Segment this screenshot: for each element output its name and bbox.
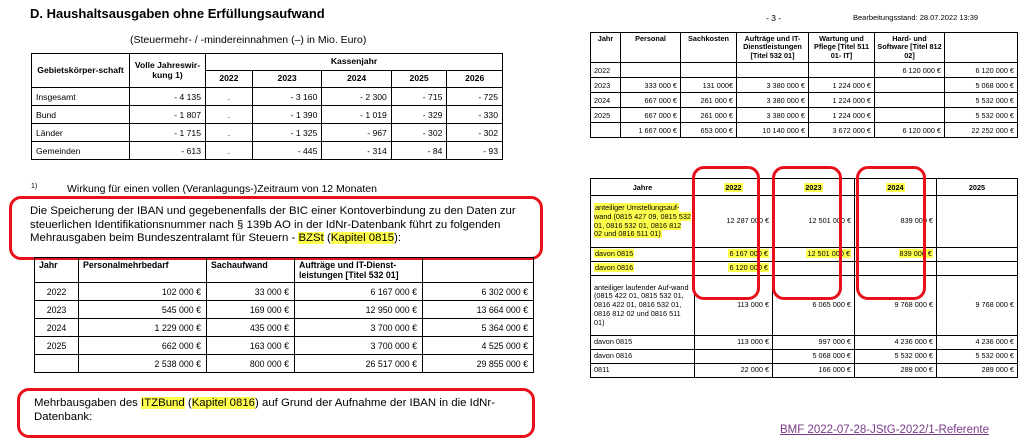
- col-auftraege: Aufträge und IT-Dienstleistungen [Titel 532 01]: [737, 33, 809, 63]
- cell: 435 000 €: [207, 319, 295, 337]
- cell: 10 140 000 €: [737, 123, 809, 138]
- cell: 289 000 €: [937, 364, 1018, 378]
- tax-revenue-table: [31, 53, 503, 160]
- bzst-highlight: BZSt: [298, 232, 324, 245]
- kapitel-0815-highlight: Kapitel 0815: [330, 232, 395, 245]
- cell: - 302: [447, 124, 503, 142]
- col-personal: Personal: [621, 33, 681, 63]
- col-personal: Personalmehrbedarf: [79, 258, 207, 283]
- cell: 2022: [591, 63, 621, 78]
- year-header: 2026: [447, 71, 503, 88]
- row-label: Insgesamt: [32, 88, 130, 106]
- row-label: Länder: [32, 124, 130, 142]
- table-row: [591, 93, 1018, 108]
- cell: 2024: [591, 93, 621, 108]
- col-wartung: Wartung und Pflege [Titel 511 01- IT]: [809, 33, 875, 63]
- cell-text: 12 501 000 €: [807, 249, 850, 259]
- cell: 1 224 000 €: [809, 108, 875, 123]
- annotation-box-2023: [772, 166, 842, 300]
- cell: 6 120 000 €: [875, 123, 945, 138]
- cell: 6 120 000 €: [875, 63, 945, 78]
- cell: [591, 123, 621, 138]
- table-row: [591, 63, 1018, 78]
- cell: 5 532 000 €: [945, 93, 1018, 108]
- cell: 113 000 €: [695, 276, 773, 336]
- year-header: 2024: [322, 71, 391, 88]
- table-row: [35, 319, 534, 337]
- cell: - 1 390: [252, 106, 321, 124]
- col-jahr: Jahr: [35, 258, 79, 283]
- cell-text: 6 120 000 €: [729, 263, 768, 273]
- paragraph-open: (: [323, 232, 331, 245]
- cell: - 4 135: [130, 88, 206, 106]
- cell: 653 000 €: [681, 123, 737, 138]
- cell: 33 000 €: [207, 283, 295, 301]
- cell: 29 855 000 €: [423, 355, 534, 373]
- cell: 3 380 000 €: [737, 93, 809, 108]
- cell: [681, 63, 737, 78]
- row-label-text: davon 0816: [595, 263, 634, 273]
- table-row: [35, 355, 534, 373]
- year-header: 2023: [252, 71, 321, 88]
- col-summe: [423, 258, 534, 283]
- cell: - 715: [391, 88, 447, 106]
- cell: 261 000 €: [681, 108, 737, 123]
- paragraph-close: ):: [394, 232, 402, 245]
- cell: [695, 350, 773, 364]
- cell: [875, 78, 945, 93]
- cell: 22 000 €: [695, 364, 773, 378]
- col-auftraege: Aufträge und IT-Dienst-leistungen [Titel 532 01]: [295, 258, 423, 283]
- table-row: [591, 123, 1018, 138]
- table-row: [591, 350, 1018, 364]
- cell: 667 000 €: [621, 93, 681, 108]
- cell: 2025: [591, 108, 621, 123]
- col-summe: [945, 33, 1018, 63]
- cell: [937, 262, 1018, 276]
- table-row: [35, 283, 534, 301]
- cell: 2024: [35, 319, 79, 337]
- edit-status: Bearbeitungsstand: 28.07.2022 13:39: [853, 13, 979, 22]
- cell: 997 000 €: [773, 336, 855, 350]
- row-label: [591, 248, 695, 262]
- col-volle: Volle Jahreswir-kung 1): [130, 54, 206, 88]
- cell: .: [206, 88, 253, 106]
- annotation-box-2024: [856, 166, 926, 300]
- year-header: 2025: [937, 179, 1018, 196]
- cell: 4 525 000 €: [423, 337, 534, 355]
- row-label: anteiliger laufender Auf-wand (0815 422 01, 0815 532 01, 0816 422 01, 0816 532 01, 0816 812 02 und 0816 511 01): [591, 276, 695, 336]
- cell: - 84: [391, 142, 447, 160]
- col-sachaufwand: Sachaufwand: [207, 258, 295, 283]
- cell: 2022: [35, 283, 79, 301]
- year-2023-highlight: 2023: [805, 182, 822, 192]
- table-row: [35, 337, 534, 355]
- table-row: [35, 301, 534, 319]
- cell: 839 000 €: [855, 196, 937, 248]
- itzbund-costs-table: [590, 32, 1018, 138]
- cell: 2 538 000 €: [79, 355, 207, 373]
- cell: - 1 019: [322, 106, 391, 124]
- cell: - 2 300: [322, 88, 391, 106]
- cell: [809, 63, 875, 78]
- cell: - 93: [447, 142, 503, 160]
- row-label-text: davon 0815: [595, 249, 634, 259]
- cell: 5 068 000 €: [945, 78, 1018, 93]
- cell: 26 517 000 €: [295, 355, 423, 373]
- cell: 5 068 000 €: [773, 350, 855, 364]
- cell: 12 287 000 €: [695, 196, 773, 248]
- cell: 5 532 000 €: [945, 108, 1018, 123]
- cell: .: [206, 142, 253, 160]
- cell: 3 380 000 €: [737, 78, 809, 93]
- table-row: [32, 124, 503, 142]
- cell: 6 065 000 €: [773, 276, 855, 336]
- cell: 169 000 €: [207, 301, 295, 319]
- col-gebiet: Gebietskörper-schaft: [32, 54, 130, 88]
- cell: 545 000 €: [79, 301, 207, 319]
- table-row: [32, 106, 503, 124]
- cell: 2023: [35, 301, 79, 319]
- cell: .: [206, 124, 253, 142]
- cell: 3 700 000 €: [295, 337, 423, 355]
- cell: 4 236 000 €: [937, 336, 1018, 350]
- cell: 166 000 €: [773, 364, 855, 378]
- footer-link[interactable]: BMF 2022-07-28-JStG-2022/1-Referente: [780, 424, 990, 436]
- cell: - 725: [447, 88, 503, 106]
- cell: 163 000 €: [207, 337, 295, 355]
- cell: 1 667 000 €: [621, 123, 681, 138]
- row-label: davon 0815: [591, 336, 695, 350]
- table-row: [32, 88, 503, 106]
- col-hardsoftware: Hard- und Software [Titel 812 02]: [875, 33, 945, 63]
- cell: - 1 807: [130, 106, 206, 124]
- paragraph-bzst: [30, 205, 522, 246]
- cell: 9 768 000 €: [855, 276, 937, 336]
- cell: [875, 93, 945, 108]
- row-label-text: anteiliger Umstellungsauf-wand (0815 427 09, 0815 532 01, 0816 532 01, 0816 812 02 und 0816 511 01): [594, 203, 691, 239]
- year-2022-highlight: 2022: [725, 182, 742, 192]
- cell: .: [206, 106, 253, 124]
- table-row: [32, 142, 503, 160]
- cell: - 445: [252, 142, 321, 160]
- cell: - 1 325: [252, 124, 321, 142]
- cell: 6 167 000 €: [295, 283, 423, 301]
- section-heading: D. Haushaltsausgaben ohne Erfüllungsaufwand: [30, 6, 325, 21]
- cell: 1 229 000 €: [79, 319, 207, 337]
- cell: 3 700 000 €: [295, 319, 423, 337]
- cell: 3 380 000 €: [737, 108, 809, 123]
- cell: - 3 160: [252, 88, 321, 106]
- cell: 2023: [591, 78, 621, 93]
- cell: 3 672 000 €: [809, 123, 875, 138]
- table-row: [591, 78, 1018, 93]
- cell: [35, 355, 79, 373]
- cell: - 314: [322, 142, 391, 160]
- year-header: 2025: [391, 71, 447, 88]
- table-subtitle: (Steuermehr- / -mindereinnahmen (–) in Mio. Euro): [130, 34, 367, 46]
- cell: 5 532 000 €: [937, 350, 1018, 364]
- cell: [875, 108, 945, 123]
- year-2024-highlight: 2024: [887, 182, 904, 192]
- cell-text: 6 167 000 €: [729, 249, 768, 259]
- cell: 662 000 €: [79, 337, 207, 355]
- row-label: davon 0816: [591, 350, 695, 364]
- row-label: Gemeinden: [32, 142, 130, 160]
- cell: 12 950 000 €: [295, 301, 423, 319]
- cell: [621, 63, 681, 78]
- cell: 9 768 000 €: [937, 276, 1018, 336]
- cell: - 302: [391, 124, 447, 142]
- cell: 6 120 000 €: [945, 63, 1018, 78]
- cell: 2025: [35, 337, 79, 355]
- cell: 800 000 €: [207, 355, 295, 373]
- cell: [937, 196, 1018, 248]
- cell: 22 252 000 €: [945, 123, 1018, 138]
- paragraph-open: (: [184, 397, 192, 409]
- cell: 289 000 €: [855, 364, 937, 378]
- cell: - 329: [391, 106, 447, 124]
- cell: 113 000 €: [695, 336, 773, 350]
- col-jahre: Jahre: [591, 179, 695, 196]
- cell: 131 000€: [681, 78, 737, 93]
- paragraph-itzbund-text: Mehrbausgaben des: [34, 397, 142, 409]
- cell: 102 000 €: [79, 283, 207, 301]
- cell: 13 664 000 €: [423, 301, 534, 319]
- page-number: - 3 -: [766, 13, 782, 23]
- cell: [737, 63, 809, 78]
- row-label: [591, 196, 695, 248]
- cell: - 1 715: [130, 124, 206, 142]
- cell: 5 532 000 €: [855, 350, 937, 364]
- cell: - 613: [130, 142, 206, 160]
- cell: - 967: [322, 124, 391, 142]
- footnote-text: Wirkung für einen vollen (Veranlagungs-)Zeitraum von 12 Monaten: [67, 183, 377, 195]
- row-label: Bund: [32, 106, 130, 124]
- col-sachkosten: Sachkosten: [681, 33, 737, 63]
- cell: 4 236 000 €: [855, 336, 937, 350]
- row-label: [591, 262, 695, 276]
- table-row: [591, 336, 1018, 350]
- cell: 667 000 €: [621, 108, 681, 123]
- paragraph-bzst-text: Die Speicherung der IBAN und gegebenenfalls der BIC einer Kontoverbindung zu den Daten zur steuerlichen Identifikationsnummer nach § 139b AO in der IdNr-Datenbank führt zu folgenden Mehrausgaben beim Bundeszentralamt für Steuern -: [30, 205, 516, 245]
- row-label: 0811: [591, 364, 695, 378]
- cell: 5 364 000 €: [423, 319, 534, 337]
- cell: 12 501 000 €: [773, 196, 855, 248]
- kapitel-0816-highlight: Kapitel 0816: [191, 397, 256, 409]
- footnote-marker: 1): [31, 183, 38, 190]
- table-row: [591, 108, 1018, 123]
- cell: 6 302 000 €: [423, 283, 534, 301]
- year-header: 2022: [206, 71, 253, 88]
- cell: [937, 248, 1018, 262]
- cell: - 330: [447, 106, 503, 124]
- cell-text: 839 000 €: [899, 249, 932, 259]
- paragraph-itzbund: [34, 397, 512, 424]
- cell: 1 224 000 €: [809, 93, 875, 108]
- col-kassenjahr: Kassenjahr: [206, 54, 503, 71]
- col-jahr: Jahr: [591, 33, 621, 63]
- bzst-costs-table: [34, 257, 534, 373]
- table-row: [591, 364, 1018, 378]
- itzbund-highlight: ITZBund: [141, 397, 185, 409]
- annotation-box-2022: [692, 166, 760, 300]
- paragraph-itzbund-after: ) auf Grund der Aufnahme der IBAN in die IdNr-Datenbank:: [34, 397, 495, 423]
- cell: 333 000 €: [621, 78, 681, 93]
- cell: 1 224 000 €: [809, 78, 875, 93]
- cell: 261 000 €: [681, 93, 737, 108]
